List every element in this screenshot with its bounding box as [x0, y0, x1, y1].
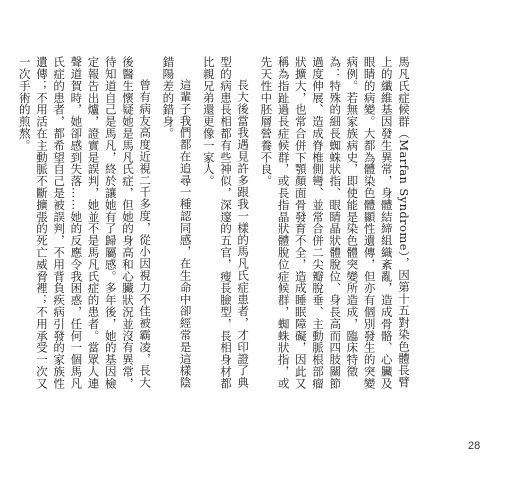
- paragraph-misdiagnosis-story: 曾有病友高度近視二千多度，從小因視力不佳被霸凌，長大後醫生懷疑她是馬凡氏症，但她的身高和心臟狀況並沒有異常，待知道自己是馬凡，終於讓她有了歸屬感。多年後，她的基因檢定報告出爐，證實是誤判，她並不是馬凡氏症的患者。當眾人連聲道賀時，她卻感到失落……她的反應令我困惑，任何一個馬凡氏症的患者，都希望自己是被誤判，不用背負疾病引發的家族性遺傳；不用活在主動脈不斷擴張的死亡威脅裡；不用承受一次又一次手術的煎熬。: [17, 56, 153, 390]
- paragraph-marfan-definition: 馬凡氏症候群（Marfan Syndrome），因第十五對染色體長臂上的纖維基因發生異常，身體結締組織紊亂，造成骨骼、心臟及眼睛的病變。大都為體染色體顯性遺傳，但亦有個別發生的突變病例。若無家族病史，即使能是染色體突變所造成，臨床特徵為：特殊的細長蜘蛛狀指、眼睛晶狀體脫位、身長高而四肢關節過度伸展、造成脊椎側彎、並常合併二尖瓣脫垂、主動脈根部瘤狀擴大，也常合併下顎顏面骨發育不全，造成睡眠障礙，因此又稱為指趾過長症候群，或長指晶狀體脫位症候群，蜘蛛狀指，或先天性中胚層營養不良。: [259, 56, 411, 390]
- paragraph-identity: 這輩子我們都在追尋一種認同感，在生命中卻經常是這樣陰錯陽差的錯身。: [161, 56, 193, 389]
- body-text: [17, 56, 412, 396]
- page-number: 28: [468, 440, 481, 452]
- paragraph-patients-resemblance: 長大後當我遇見許多跟我一樣的馬凡氏症患者，才印證了典型的病患長相都有些神似，深邃的五官，瘦長臉型，長相身材都比親兄弟還更像一家人。: [201, 56, 251, 390]
